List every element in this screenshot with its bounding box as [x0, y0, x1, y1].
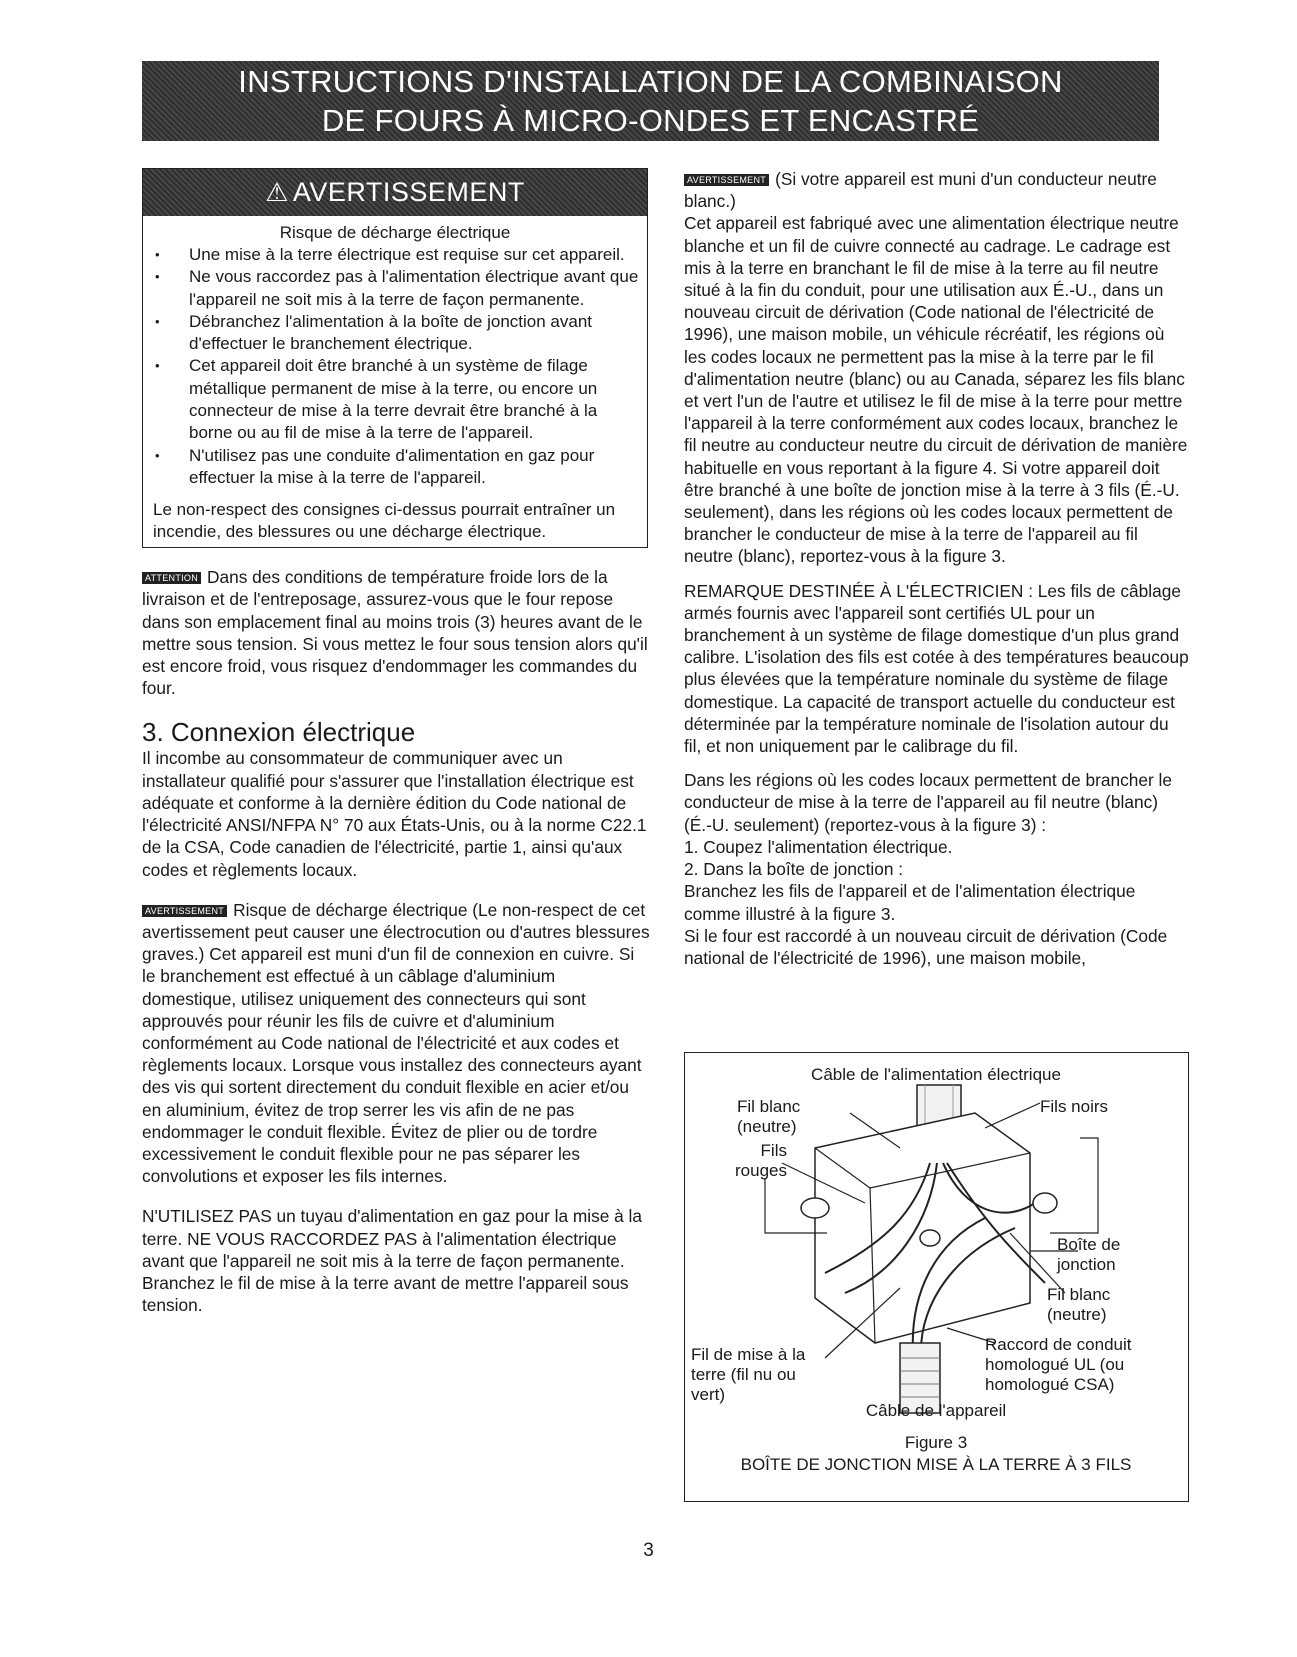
shock-warning-paragraph	[142, 899, 650, 1188]
warning-subtitle: Risque de décharge électrique	[279, 223, 511, 242]
figure-label-appliance-cable: Câble de l'appareil	[865, 1401, 1007, 1420]
electrician-note: REMARQUE DESTINÉE À L'ÉLECTRICIEN : Les fils de câblage armés fournis avec l'appareil sont certifiés UL pour un branchement à un système de filage domestique d'un plus grand calibre. L'isolation des fils est cotée à des températures beaucoup plus élevées que la température nominale du système de filage domestique. La capacité de transport actuelle du conducteur est déterminée par la température nominale de l'isolation autour du fil, et non uniquement par le calibrage du fil.	[684, 580, 1189, 757]
circuit-text: Si le four est raccordé à un nouveau circuit de dérivation (Code national de l'électricité de 1996), une maison mobile,	[684, 925, 1168, 968]
figure-number: Figure 3	[904, 1433, 968, 1452]
neutral-text: Cet appareil est fabriqué avec une alimentation électrique neutre blanche et un fil de cuivre connecté au cadrage. Le cadrage est mis à la terre en branchant le fil de mise à la terre au fil neutre situé à la fin du conduit, pour une utilisation aux É.-U., dans un nouveau circuit de dérivation (Code national de l'électricité de 1996), une maison mobile, un véhicule récréatif, les régions où les codes locaux ne permettent pas la mise à la terre par le fil d'alimentation neutre (blanc) ou au Canada, séparez les fils blanc et vert l'un de l'autre et utilisez le fil de mise à la terre pour mettre l'appareil à la terre conformément aux codes locaux, branchez le fil neutre au conducteur neutre du circuit de dérivation de manière habituelle en vous reportant à la figure 4. Si votre appareil doit être branché à une boîte de jonction mise à la terre à 3 fils (É.-U. seulement), dans les régions où les codes locaux permettent de brancher le conducteur de mise à la terre de l'appareil au fil neutre (blanc), reportez-vous à la figure 3.	[684, 213, 1188, 567]
steps-list	[684, 836, 1189, 925]
figure-label-white-wire-right: Fil blanc (neutre)	[1047, 1285, 1111, 1324]
figure-top-label: Câble de l'alimentation électrique	[811, 1065, 1061, 1084]
warning-box	[142, 168, 648, 548]
neutral-intro-text: (Si votre appareil est muni d'un conducteur neutre blanc.)	[684, 169, 1157, 212]
figure-3	[684, 1052, 1189, 1502]
attention-text: Dans des conditions de température froide lors de la livraison et de l'entreposage, assurez-vous que le four repose dans son emplacement final au moins trois (3) heures avant de le mettre sous tension. Si vous mettez le four sous tension alors qu'il est encore froid, vous risquez d'endommager les commandes du four.	[142, 567, 648, 699]
neutral-warning-tag: AVERTISSEMENT	[684, 174, 769, 186]
ground-screw-icon	[920, 1230, 940, 1246]
banner-line-1: INSTRUCTIONS D'INSTALLATION DE LA COMBINAISON	[238, 64, 1063, 99]
gas-warning-paragraph: N'UTILISEZ PAS un tuyau d'alimentation en gaz pour la mise à la terre. NE VOUS RACCORDEZ PAS à l'alimentation électrique avant que l'appareil ne soit mis à la terre de façon permanente. Branchez le fil de mise à la terre avant de mettre l'appareil sous tension.	[142, 1206, 643, 1316]
section-title: 3. Connexion électrique	[142, 717, 416, 748]
figure-label-ground-wire: Fil de mise à la terre (fil nu ou vert)	[691, 1345, 806, 1404]
step-2: 2. Dans la boîte de jonction :	[684, 859, 904, 880]
warning-footer: Le non-respect des consignes ci-dessus pourrait entraîner un incendie, des blessures ou une décharge électrique.	[153, 500, 616, 542]
figure-label-junction-box: Boîte de jonction	[1057, 1235, 1121, 1274]
section-intro: Il incombe au consommateur de communiquer avec un installateur qualifié pour s'assurer que l'installation électrique est adéquate et conforme à la dernière édition du Code national de l'électricité ANSI/NFPA N° 70 aux États-Unis, ou à la norme C22.1 de la CSA, Code canadien de l'électricité, partie 1, ainsi qu'aux codes et règlements locaux.	[142, 748, 647, 880]
warning-item: • N'utilisez pas une conduite d'alimentation en gaz pour effectuer la mise à la terre de l'appareil.	[151, 445, 639, 490]
figure-label-white-wire-top: Fil blanc (neutre)	[737, 1097, 801, 1136]
regions-text: Dans les régions où les codes locaux permettent de brancher le conducteur de mise à la terre de l'appareil au fil neutre (blanc) (É.-U. seulement) (reportez-vous à la figure 3) :	[684, 770, 1172, 835]
warning-triangle-icon: ⚠	[265, 177, 289, 207]
banner-line-2: DE FOURS À MICRO-ONDES ET ENCASTRÉ	[321, 103, 980, 138]
figure-caption: BOÎTE DE JONCTION MISE À LA TERRE À 3 FILS	[740, 1455, 1132, 1474]
warning-heading-text: AVERTISSEMENT	[292, 177, 525, 207]
left-column	[142, 168, 650, 1316]
right-column	[684, 168, 1189, 969]
wire-nut-icon	[1033, 1193, 1057, 1213]
wire-nut-icon	[801, 1198, 829, 1218]
warning-item: • Cet appareil doit être branché à un système de filage métallique permanent de mise à la terre, ou encore un connecteur de mise à la terre devrait être branché à la borne ou au fil de mise à la terre de l'appareil.	[151, 355, 639, 444]
shock-warning-tag: AVERTISSEMENT	[142, 905, 227, 917]
warning-heading	[143, 169, 647, 216]
shock-warning-text: Risque de décharge électrique (Le non-respect de cet avertissement peut causer une électrocution ou d'autres blessures graves.) Cet appareil est muni d'un fil de connexion en cuivre. Si le branchement est effectué à un câblage d'aluminium domestique, utilisez uniquement des connecteurs qui sont approuvés pour réunir les fils de cuivre et d'aluminium conformément au Code national de l'électricité et aux codes et règlements locaux. Lorsque vous installez des connecteurs ayant des vis qui sortent directement du conduit flexible en acier et/ou en aluminium, évitez de trop serrer les vis afin de ne pas endommager le conduit flexible. Évitez de plier ou de tordre excessivement le conduit flexible pour ne pas séparer les convolutions et exposer les fils internes.	[142, 899, 650, 1187]
figure-label-red-wires: Fils rouges	[735, 1141, 787, 1180]
figure-label-conduit-fitting: Raccord de conduit homologué UL (ou homologué CSA)	[985, 1335, 1132, 1394]
warning-list	[143, 244, 647, 489]
junction-box-icon	[815, 1113, 1030, 1343]
warning-item: • Une mise à la terre électrique est requise sur cet appareil.	[151, 244, 639, 266]
attention-paragraph	[142, 566, 650, 699]
warning-item: • Ne vous raccordez pas à l'alimentation électrique avant que l'appareil ne soit mis à la terre de façon permanente.	[151, 266, 639, 311]
page-number: 3	[643, 1540, 654, 1561]
step-2-detail: Branchez les fils de l'appareil et de l'alimentation électrique comme illustré à la figure 3.	[684, 881, 1136, 924]
attention-tag: ATTENTION	[142, 572, 201, 584]
page-banner	[142, 61, 1159, 141]
step-1: 1. Coupez l'alimentation électrique.	[684, 836, 953, 857]
neutral-intro-paragraph	[684, 168, 1189, 212]
warning-item: • Débranchez l'alimentation à la boîte de jonction avant d'effectuer le branchement électrique.	[151, 311, 639, 356]
figure-label-black-wires: Fils noirs	[1040, 1097, 1109, 1116]
